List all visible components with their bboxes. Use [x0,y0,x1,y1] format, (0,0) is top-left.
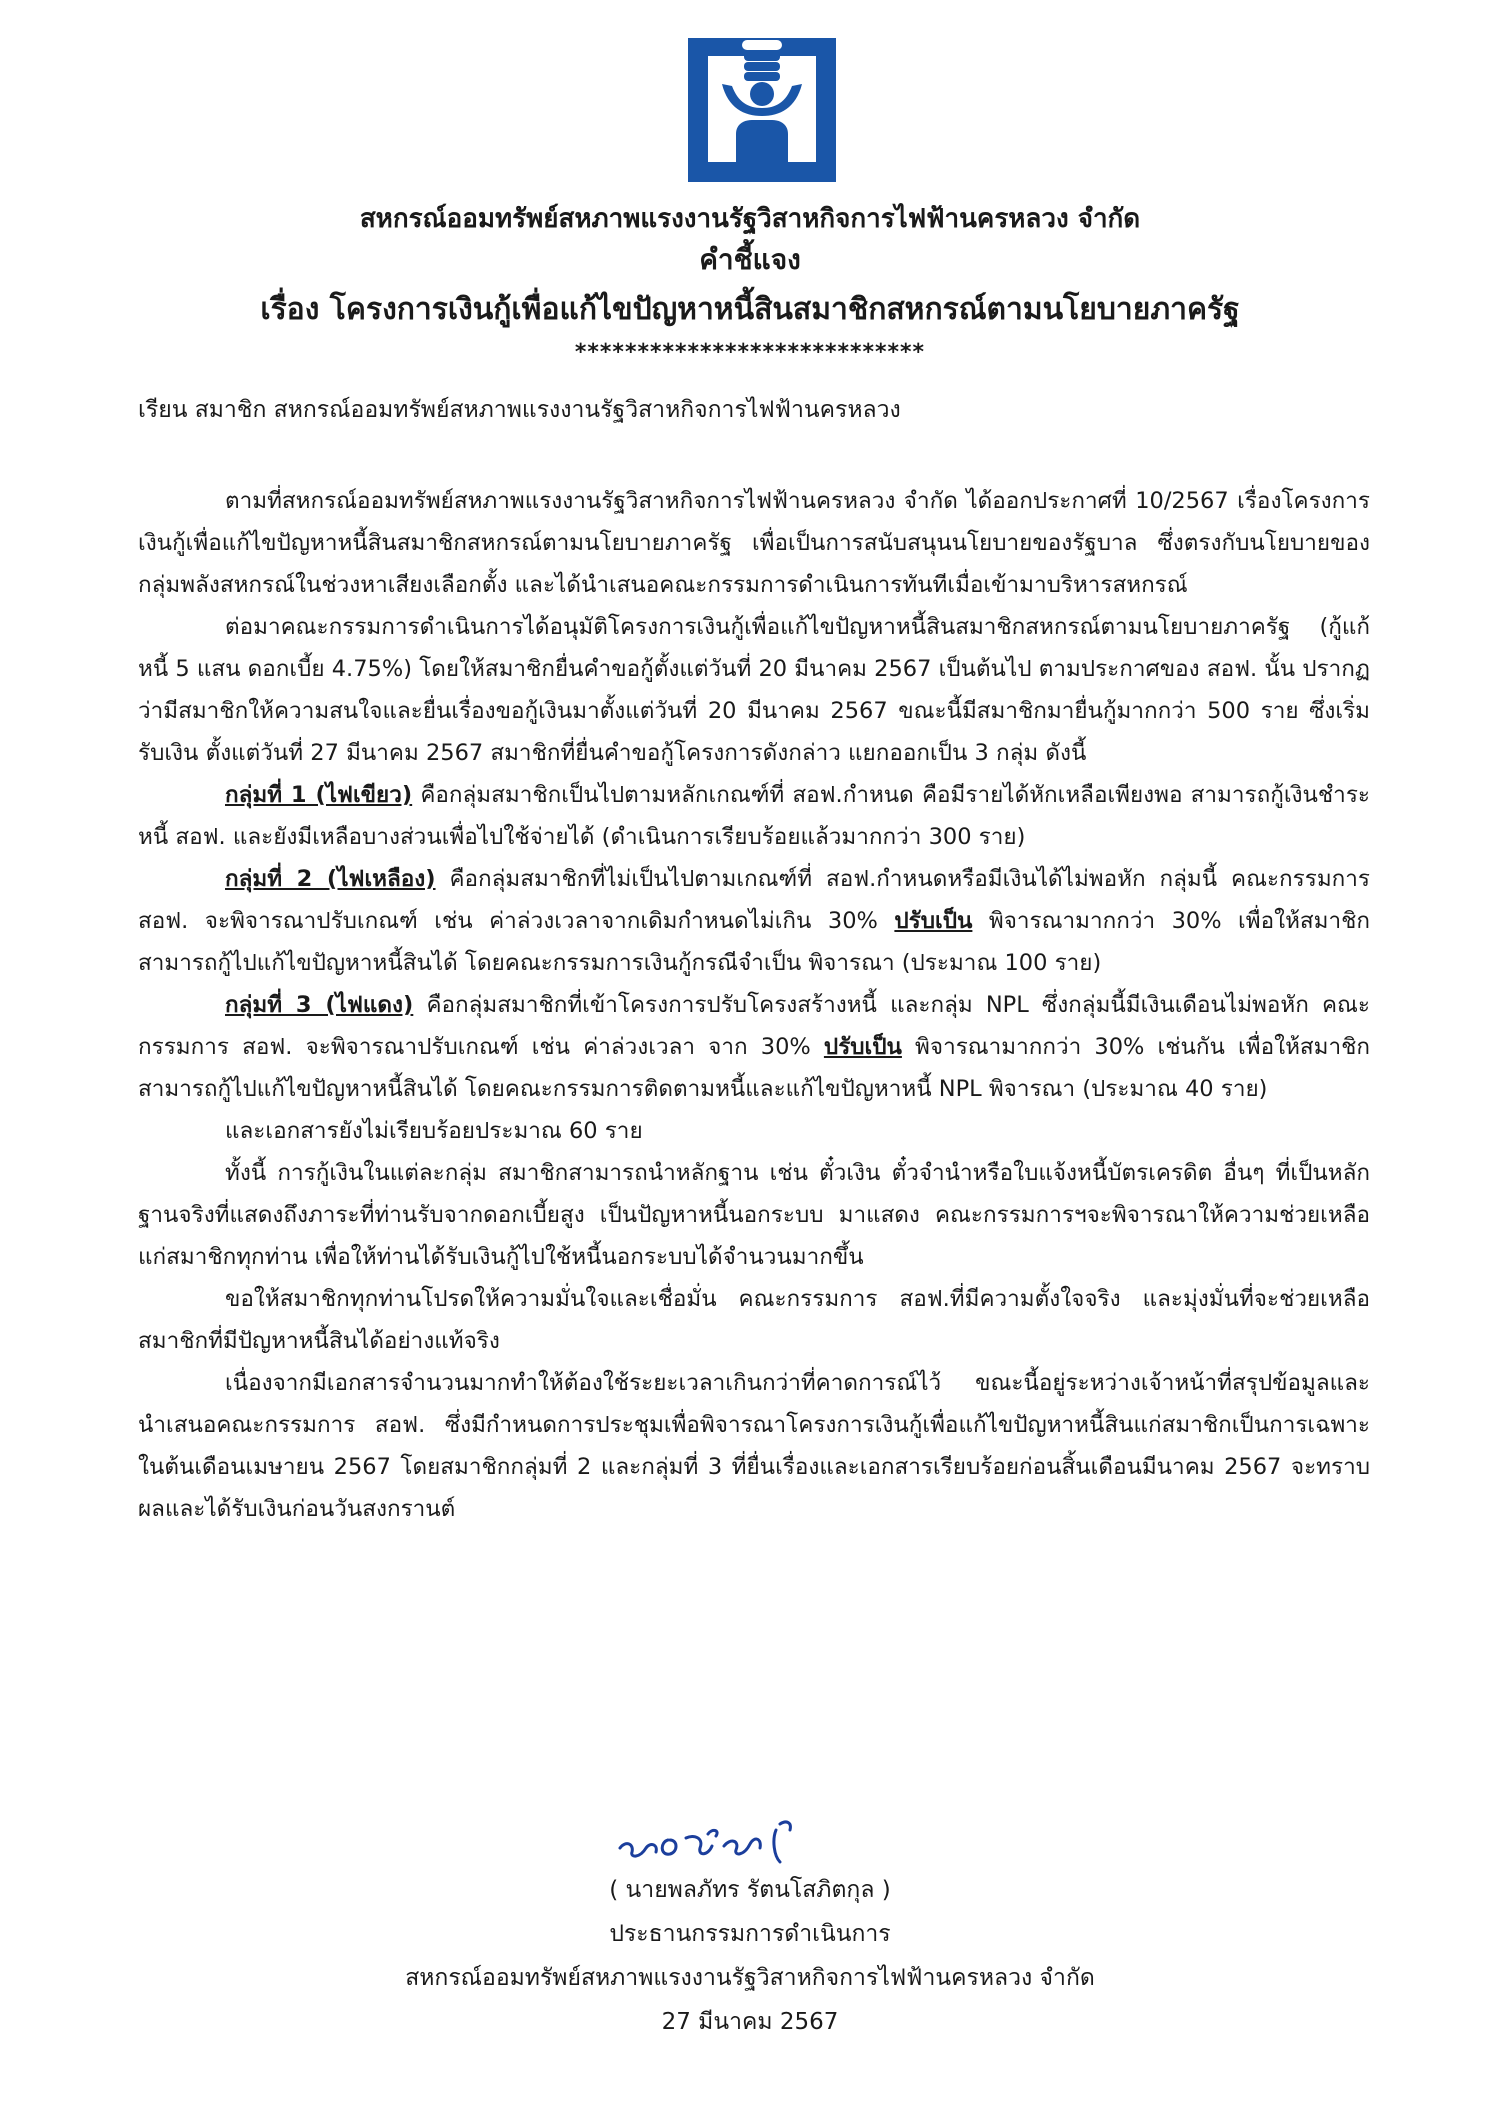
group-2-adjust-label: ปรับเป็น [894,908,973,934]
group-3-label: กลุ่มที่ 3 (ไฟแดง) [225,992,414,1018]
group-2-label: กลุ่มที่ 2 (ไฟเหลือง) [225,866,436,892]
signatory-organization: สหกรณ์ออมทรัพย์สหภาพแรงงานรัฐวิสาหกิจการไฟฟ้านครหลวง จำกัด [405,1965,1095,1991]
group-3-text-a: คือกลุ่มสมาชิกที่เข้าโครงการปรับโครงสร้างหนี้ และกลุ่ม NPL ซึ่งกลุ่มนี้มีเงินเดือนไม่พอหัก คณะกรรมการ สอฟ. จะพิจารณาปรับเกณฑ์ เช่น ค่าล่วงเวลา จาก 30% [138,992,1370,1060]
separator-stars: **************************** [574,340,926,365]
group-1-text: คือกลุ่มสมาชิกเป็นไปตามหลักเกณฑ์ที่ สอฟ.กำหนด คือมีรายได้หักเหลือเพียงพอ สามารถกู้เงินชำระหนี้ สอฟ. และยังมีเหลือบางส่วนเพื่อไปใช้จ่ายได้ (ดำเนินการเรียบร้อยแล้วมากกว่า 300 ราย) [138,782,1370,850]
signatory-name: ( นายพลภัทร รัตนโสภิตกุล ) [609,1877,891,1903]
handwritten-signature [612,1800,812,1872]
document-body [138,480,1370,1530]
paragraph-evidence: ทั้งนี้ การกู้เงินในแต่ละกลุ่ม สมาชิกสามารถนำหลักฐาน เช่น ตั๋วเงิน ตั๋วจำนำหรือใบแจ้งหนี้บัตรเครดิต อื่นๆ ที่เป็นหลักฐานจริงที่แสดงถึงภาระที่ท่านรับจากดอกเบี้ยสูง เป็นปัญหาหนี้นอกระบบ มาแสดง คณะกรรมการฯจะพิจารณาให้ความช่วยเหลือแก่สมาชิกทุกท่าน เพื่อให้ท่านได้รับเงินกู้ไปใช้หนี้นอกระบบได้จำนวนมากขึ้น [138,1160,1370,1270]
group-3-adjust-label: ปรับเป็น [823,1034,902,1060]
organization-heading: สหกรณ์ออมทรัพย์สหภาพแรงงานรัฐวิสาหกิจการไฟฟ้านครหลวง จำกัด [359,204,1141,234]
group-3-text-b: พิจารณามากกว่า 30% เช่นกัน เพื่อให้สมาชิกสามารถกู้ไปแก้ไขปัญหาหนี้สินได้ โดยคณะกรรมการติดตามหนี้และแก้ไขปัญหาหนี้ NPL พิจารณา (ประมาณ 40 ราย) [138,1034,1370,1102]
group-1-label: กลุ่มที่ 1 (ไฟเขียว) [225,782,413,808]
paragraph-documents-pending: และเอกสารยังไม่เรียบร้อยประมาณ 60 ราย [225,1118,643,1144]
paragraph-group-3 [138,984,1370,1110]
paragraph-group-1 [138,774,1370,858]
group-2-text-a: คือกลุ่มสมาชิกที่ไม่เป็นไปตามเกณฑ์ที่ สอฟ.กำหนดหรือมีเงินได้ไม่พอหัก กลุ่มนี้ คณะกรรมการ สอฟ. จะพิจารณาปรับเกณฑ์ เช่น ค่าล่วงเวลาจากเดิมกำหนดไม่เกิน 30% [138,866,1370,934]
document-type-heading: คำชี้แจง [699,243,801,276]
subject-heading: เรื่อง โครงการเงินกู้เพื่อแก้ไขปัญหาหนี้สินสมาชิกสหกรณ์ตามนโยบายภาครัฐ [260,292,1240,327]
document-date: 27 มีนาคม 2567 [661,2009,839,2035]
cooperative-logo-icon [688,38,836,182]
paragraph-group-2 [138,858,1370,984]
paragraph-announcement: ตามที่สหกรณ์ออมทรัพย์สหภาพแรงงานรัฐวิสาหกิจการไฟฟ้านครหลวง จำกัด ได้ออกประกาศที่ 10/2567 เรื่องโครงการเงินกู้เพื่อแก้ไขปัญหาหนี้สินสมาชิกสหกรณ์ตามนโยบายภาครัฐ เพื่อเป็นการสนับสนุนนโยบายของรัฐบาล ซึ่งตรงกับนโยบายของกลุ่มพลังสหกรณ์ในช่วงหาเสียงเลือกตั้ง และได้นำเสนอคณะกรรมการดำเนินการทันทีเมื่อเข้ามาบริหารสหกรณ์ [138,488,1370,598]
group-2-text-b: พิจารณามากกว่า 30% เพื่อให้สมาชิกสามารถกู้ไปแก้ไขปัญหาหนี้สินได้ โดยคณะกรรมการเงินกู้กรณีจำเป็น พิจารณา (ประมาณ 100 ราย) [138,908,1370,976]
signatory-position: ประธานกรรมการดำเนินการ [609,1921,891,1947]
salutation: เรียน สมาชิก สหกรณ์ออมทรัพย์สหภาพแรงงานรัฐวิสาหกิจการไฟฟ้านครหลวง [138,397,901,423]
paragraph-confidence: ขอให้สมาชิกทุกท่านโปรดให้ความมั่นใจและเชื่อมั่น คณะกรรมการ สอฟ.ที่มีความตั้งใจจริง และมุ่งมั่นที่จะช่วยเหลือสมาชิกที่มีปัญหาหนี้สินได้อย่างแท้จริง [138,1286,1370,1354]
paragraph-approval: ต่อมาคณะกรรมการดำเนินการได้อนุมัติโครงการเงินกู้เพื่อแก้ไขปัญหาหนี้สินสมาชิกสหกรณ์ตามนโยบายภาครัฐ (กู้แก้หนี้ 5 แสน ดอกเบี้ย 4.75%) โดยให้สมาชิกยื่นคำขอกู้ตั้งแต่วันที่ 20 มีนาคม 2567 เป็นต้นไป ตามประกาศของ สอฟ. นั้น ปรากฏว่ามีสมาชิกให้ความสนใจและยื่นเรื่องขอกู้เงินมาตั้งแต่วันที่ 20 มีนาคม 2567 ขณะนี้มีสมาชิกมายื่นกู้มากกว่า 500 ราย ซึ่งเริ่มรับเงิน ตั้งแต่วันที่ 27 มีนาคม 2567 สมาชิกที่ยื่นคำขอกู้โครงการดังกล่าว แยกออกเป็น 3 กลุ่ม ดังนี้ [138,614,1370,766]
paragraph-schedule: เนื่องจากมีเอกสารจำนวนมากทำให้ต้องใช้ระยะเวลาเกินกว่าที่คาดการณ์ไว้ ขณะนี้อยู่ระหว่างเจ้าหน้าที่สรุปข้อมูลและนำเสนอคณะกรรมการ สอฟ. ซึ่งมีกำหนดการประชุมเพื่อพิจารณาโครงการเงินกู้เพื่อแก้ไขปัญหาหนี้สินแก่สมาชิกเป็นการเฉพาะในต้นเดือนเมษายน 2567 โดยสมาชิกกลุ่มที่ 2 และกลุ่มที่ 3 ที่ยื่นเรื่องและเอกสารเรียบร้อยก่อนสิ้นเดือนมีนาคม 2567 จะทราบผลและได้รับเงินก่อนวันสงกรานต์ [138,1370,1370,1522]
